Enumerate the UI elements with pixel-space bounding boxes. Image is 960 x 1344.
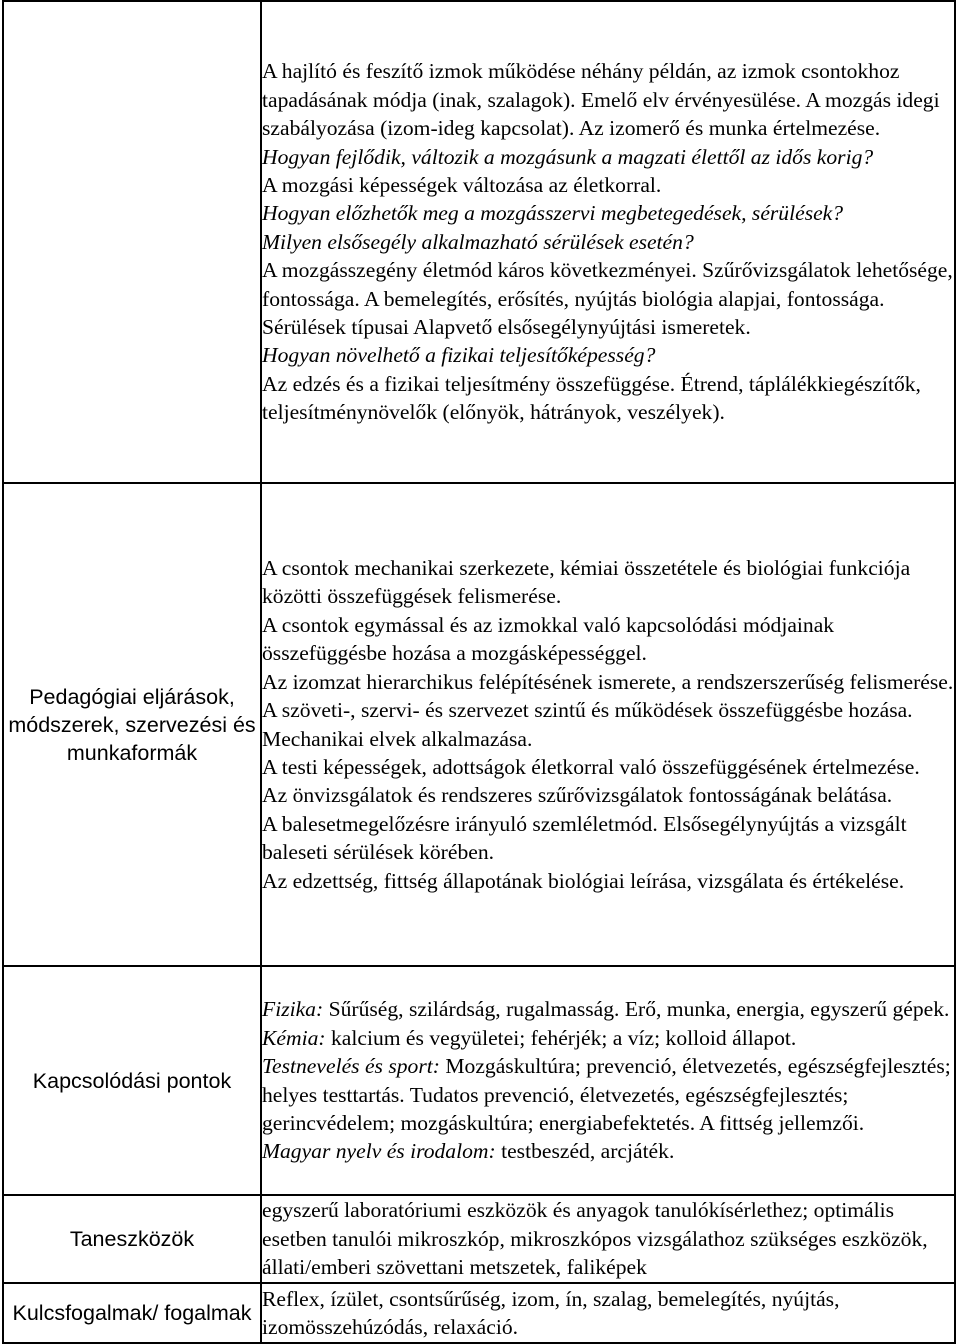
question-line: Milyen elsősegély alkalmazható sérülések esetén? [262,229,694,254]
pe-connection [262,1052,954,1137]
pedagogy-item: A testi képességek, adottságok életkorral való összefüggésének értelmezése. [262,754,920,779]
tools-text: egyszerű laboratóriumi eszközök és anyagok tanulókísérlethez; optimális esetben tanulói mikroszkóp, mikroszkópos vizsgálathoz szükséges eszközök, állati/emberi szövettani metszetek, faliképek [261,1195,955,1283]
pe-subject: Testnevelés és sport: [262,1054,440,1079]
physics-text: Sűrűség, szilárdság, rugalmasság. Erő, munka, energia, egyszerű gépek. [323,997,950,1022]
pe-text: Mozgáskultúra; prevenció, életvezetés, egészségfejlesztés; helyes testtartás. Tudatos prevenció, életvezetés, egészségfejlesztés; gerincvédelem; mozgáskultúra; energiabefektetés. A fittség jellemzői. [262,1054,951,1135]
question-line: Hogyan fejlődik, változik a mozgásunk a magzati élettől az idős korig? [262,144,874,169]
content-line: A mozgási képességek változása az életkorral. [262,172,662,197]
pedagogy-item: A szöveti-, szervi- és szervezet szintű és működések összefüggésbe hozása. [262,698,913,723]
chemistry-subject: Kémia: [262,1025,326,1050]
pedagogy-item: A csontok mechanikai szerkezete, kémiai összetétele és biológiai funkciója közötti összefüggések felismerése. [262,556,911,609]
question-line: Hogyan előzhetők meg a mozgásszervi megbetegedések, sérülések? [262,201,844,226]
pedagogy-row [3,483,955,966]
pedagogy-item: Az önvizsgálatok és rendszeres szűrővizsgálatok fontosságának belátása. [262,783,893,808]
question-line: Hogyan növelhető a fizikai teljesítőképesség? [262,343,656,368]
curriculum-table [2,0,956,1344]
literature-subject: Magyar nyelv és irodalom: [262,1139,496,1164]
pedagogy-label: Pedagógiai eljárások, módszerek, szervezési és munkaformák [3,483,261,966]
keywords-row [3,1283,955,1343]
keywords-label: Kulcsfogalmak/ fogalmak [3,1283,261,1343]
chemistry-connection [262,1024,954,1052]
pedagogy-item: Az edzettség, fittség állapotának biológiai leírása, vizsgálata és értékelése. [262,868,905,893]
physics-subject: Fizika: [262,997,324,1022]
physics-connection [262,995,954,1023]
topic-content-row [3,1,955,483]
pedagogy-item: Az izomzat hierarchikus felépítésének ismerete, a rendszerszerűség felismerése. [262,669,954,694]
content-line: A hajlító és feszítő izmok működése néhány példán, az izmok csontokhoz tapadásának módja (inak, szalagok). Emelő elv érvényesülése. A mozgás idegi szabályozása (izom-ideg kapcsolat). Az izomerő és munka értelmezése. [262,59,940,141]
pedagogy-item: A balesetmegelőzésre irányuló szemléletmód. Elsősegélynyújtás a vizsgált baleseti sérülések körében. [262,811,907,865]
tools-label: Taneszközök [3,1195,261,1283]
topic-content-cell [261,1,955,483]
keywords-text: Reflex, ízület, csontsűrűség, izom, ín, szalag, bemelegítés, nyújtás, izomösszehúzódás, relaxáció. [261,1283,955,1343]
connections-label: Kapcsolódási pontok [3,966,261,1195]
content-line: Az edzés és a fizikai teljesítmény összefüggése. Étrend, táplálékkiegészítők, teljesítménynövelők (előnyök, hátrányok, veszélyek). [262,371,921,425]
topic-content-label-cell [3,1,261,483]
chemistry-text: kalcium és vegyületei; fehérjék; a víz; kolloid állapot. [325,1025,797,1050]
pedagogy-item: Mechanikai elvek alkalmazása. [262,726,533,751]
connections-row [3,966,955,1195]
pedagogy-item: A csontok egymással és az izmokkal való kapcsolódási módjainak összefüggésbe hozása a mozgásképességgel. [262,612,835,666]
literature-text: testbeszéd, arcjáték. [495,1139,675,1164]
tools-row [3,1195,955,1283]
connections-cell [261,966,955,1195]
literature-connection [262,1137,954,1165]
pedagogy-cell [261,483,955,966]
content-line: A mozgásszegény életmód káros következményei. Szűrővizsgálatok lehetősége, fontossága. A bemelegítés, erősítés, nyújtás biológia alapjai, fontossága. Sérülések típusai Alapvető elsősegélynyújtási ismeretek. [262,258,953,340]
